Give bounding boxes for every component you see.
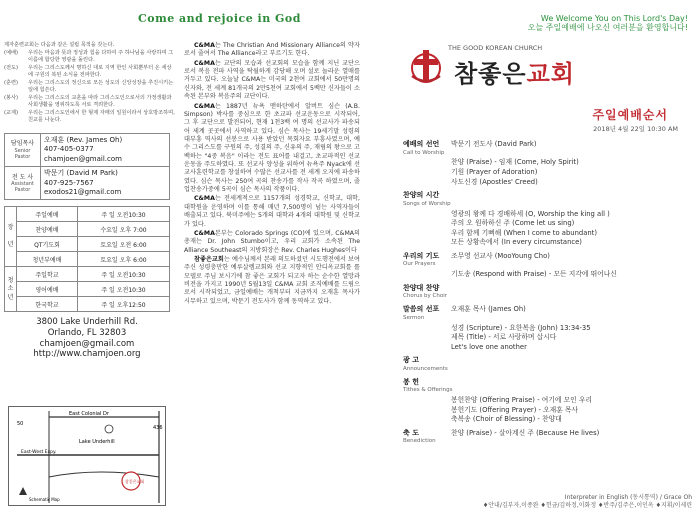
order-item: 기원 (Prayer of Adoration) — [451, 168, 538, 176]
order-item: 찬양 (Praise) - 임재 (Come, Holy Spirit) — [451, 158, 579, 167]
schedule-row — [5, 207, 170, 222]
order-heading: 광 고 — [403, 356, 419, 365]
paragraph-text: 는 교단의 모습과 선교회의 모습을 함께 지닌 교단으로서 복음 전파 사역을 탁월하게 감당해 오며 설로 놀라운 열매를 거두고 있다. 오늘날 C&MA는 미국의 2천여 교회에서 50만명의 신자와, 전 세계 81개국의 2만5천여 교회에서 5백만 신자들이 소속된 본부와 복음주의 교단이다. — [184, 59, 360, 101]
order-section — [403, 356, 693, 373]
location-map — [8, 406, 166, 506]
schedule-name: 주일학교 — [17, 267, 78, 282]
order-section — [403, 378, 693, 425]
church-name-en: THE GOOD KOREAN CHURCH — [448, 44, 543, 52]
order-heading-row — [403, 140, 693, 150]
paragraph-lead: C&MA — [194, 42, 215, 49]
footer-interpreter: Interpreter in English (동시통역) / Grace Oh — [564, 494, 692, 501]
schedule-table — [4, 206, 170, 312]
order-item: 봉헌찬양 (Offering Praise) - 여기에 모인 우리 — [451, 396, 593, 405]
church-name-ko — [454, 54, 575, 89]
service-date: 2018년 4월 22일 10:30 AM — [593, 125, 678, 133]
map-label-eastwest: East-West Expy. — [21, 450, 57, 455]
schedule-time: 주 일 오전10:30 — [77, 267, 169, 282]
schedule-name: 영어예배 — [17, 282, 78, 297]
schedule-name: 찬양예배 — [17, 222, 78, 237]
body-paragraph — [184, 60, 360, 102]
order-subheading: Benediction — [403, 438, 436, 445]
order-heading: 찬양대 찬양 — [403, 283, 440, 292]
north-arrow-icon — [19, 487, 27, 495]
slogan: Come and rejoice in God — [138, 12, 301, 25]
order-heading: 축 도 — [403, 428, 419, 437]
footer — [483, 494, 692, 511]
order-section — [403, 191, 693, 248]
order-heading-row — [403, 356, 693, 366]
belief-tag: (봉사) — [4, 94, 19, 101]
address-email[interactable]: chamjoen@gmail.com — [39, 338, 135, 349]
map-label-underhill: Lake Underhill — [79, 439, 115, 445]
order-heading-row — [403, 191, 693, 201]
belief-tag: (전도) — [4, 64, 19, 71]
schedule-row — [5, 252, 170, 267]
church-name-ko-red: 교회 — [526, 60, 575, 88]
address-city: Orlando, FL 32803 — [47, 328, 127, 339]
map-lake — [105, 425, 113, 433]
welcome-message — [528, 14, 688, 32]
role-ko: 담임목사 — [10, 140, 35, 148]
map-schematic: Schematic Map — [29, 497, 60, 502]
paragraph-text: 는 전세계적으로 1157개의 성경학교, 신학교, 대학, 대학원을 운영하며 이를 통해 매년 7,500명이 넘는 사역자들이 배출되고 있다. 북미주에는 5개의 대학과 4개의 대학원 및 신학교가 있다. — [184, 195, 360, 228]
left-column — [4, 42, 176, 360]
order-heading: 말씀의 선포 — [403, 305, 440, 314]
paragraph-lead: C&MA — [194, 195, 215, 203]
belief-text: 제자훈련교회는 다음과 같은 설립 목적을 갖는다. — [4, 42, 115, 48]
pastor-name: 오재훈 (Rev. James Oh) — [44, 135, 123, 144]
order-item: 주의 오 원하하신 주 (Come let us sing) — [451, 219, 575, 228]
belief-list — [4, 42, 176, 125]
body-paragraph — [184, 42, 360, 59]
footer-volunteers: ♦안내/김부자,이종완 ♦헌금/김하정,이화정 ♦반주/김주은,이인옥 ♦지휘/이세린 — [482, 502, 692, 510]
role-en: Assistant Pastor — [11, 180, 34, 193]
order-subheading: Tithes & Offerings — [403, 387, 453, 394]
belief-item — [4, 42, 176, 50]
belief-tag: (예배) — [4, 49, 19, 56]
belief-item — [4, 110, 176, 125]
order-heading-row — [403, 284, 693, 294]
order-section — [403, 429, 693, 446]
church-cross-icon — [406, 46, 446, 86]
address-street: 3800 Lake Underhill Rd. — [36, 317, 138, 328]
pastor-name: 박문기 (David M Park) — [44, 169, 118, 178]
map-road-436: 436 — [153, 425, 163, 431]
welcome-ko: 오늘 주일예배에 나오신 여러분을 환영합니다! — [527, 23, 688, 33]
schedule-group: 청 소 년 — [5, 267, 17, 312]
paragraph-text: 는 The Christian And Missionary Alliance의 약자로서 줄여서 The Alliance라고 부르기도 한다. — [184, 42, 360, 58]
order-item: 축복송 (Choir of Blessing) - 찬양대 — [451, 415, 562, 424]
order-leader: 조무영 선교사 (MooYoung Cho) — [451, 251, 550, 260]
pastor-row — [5, 167, 170, 200]
paragraph-text: 본부는 Colorado Springs (CO)에 있으며, C&MA의 총재는 Dr. John Stumbo이고, 우리 교회가 소속된 The Alliance Southeast의 지방회장은 Rev. Charles Hughes이다 — [184, 229, 360, 254]
schedule-time: 주 일 오전10:30 — [77, 282, 169, 297]
belief-item — [4, 80, 176, 95]
order-leader: 찬양 (Praise) - 살아계신 주 (Because He lives) — [451, 428, 600, 437]
paragraph-lead: C&MA — [194, 59, 215, 67]
schedule-group: 장 년 — [5, 207, 17, 267]
order-subheading: Songs of Worship — [403, 200, 451, 207]
schedule-time: 수요일 오후 7:00 — [77, 222, 169, 237]
order-item: Let's love one another — [451, 342, 527, 351]
order-item: 우리 함께 기뻐해 (When I come to abundant) — [451, 228, 597, 237]
role-ko: 전 도 사 — [11, 173, 34, 181]
middle-column — [184, 42, 360, 307]
belief-text: 우리는 그리스도께서 명하신 대로 지역 한인 사회뿐부터 온 세상에 구원의 복된 소식을 전파한다. — [28, 64, 172, 79]
schedule-time: 토요일 오후 6:00 — [77, 252, 169, 267]
order-item: 봉헌기도 (Offering Prayer) - 오재훈 목사 — [451, 405, 579, 414]
belief-tag: (교제) — [4, 109, 19, 116]
belief-text: 우리는 그리스도의 정신으로 모든 성도의 신앙성장을 추진시키는 일에 힘쓴다. — [28, 79, 174, 94]
schedule-name: QT기도회 — [17, 237, 78, 252]
schedule-name: 주일예배 — [17, 207, 78, 222]
order-item: 모든 상황속에서 (In every circumstance) — [451, 238, 582, 247]
order-section — [403, 284, 693, 301]
schedule-row — [5, 297, 170, 312]
order-heading-row — [403, 378, 693, 388]
order-leader: 오재훈 목사 (James Oh) — [451, 305, 526, 314]
schedule-time: 주 일 오후12:50 — [77, 297, 169, 312]
pastor-info — [41, 133, 170, 166]
order-item: 제목 (Title) - 서로 사랑하며 삽시다 — [451, 333, 557, 342]
schedule-name: 한국학교 — [17, 297, 78, 312]
pastor-role — [5, 133, 41, 166]
schedule-row — [5, 222, 170, 237]
address-web[interactable]: http://www.chamjoen.org — [33, 349, 141, 360]
order-subheading: Announcements — [403, 365, 448, 372]
order-heading-row — [403, 429, 693, 439]
belief-text: 우리는 마음과 뜻과 정성과 힘을 다하여 주 하나님을 사랑하며 그 이름에 합당한 영광을 돌린다. — [28, 49, 174, 64]
order-section — [403, 305, 693, 352]
paragraph-lead: C&MA — [194, 102, 215, 110]
belief-text: 우리는 그리스도인에서 한 형제 자매의 일원이라서 상호방조하며, 친교를 나눈다. — [28, 109, 175, 124]
welcome-en: We Welcome You on This Lord's Day! — [540, 14, 688, 23]
paragraph-text: 는 예수님께서 본래 의도하셨던 시도행전에서 보여주신 성령충만한 예루살렘교회와 선교 지향적인 안디옥교회를 롤 모델로 주님 보시기에 참 좋은 교회가 되고자 하는 순수한 열망과 비전을 가지고 1990년 5월13일 C&MA 교회 조직예배를 드림으로서 시작되었고, 금일예배는 개척부터 지금까지 오재훈 목사가 시무하고 있으며, 박문기 전도사가 함께 동역하고 있다. — [184, 255, 360, 305]
schedule-name: 청년부예배 — [17, 252, 78, 267]
map-label-colonial: East Colonial Dr — [69, 411, 109, 417]
order-heading: 우리의 기도 — [403, 251, 440, 260]
order-of-service — [403, 140, 693, 450]
pastor-phone[interactable]: 407-405-0377 — [44, 145, 94, 154]
schedule-row — [5, 282, 170, 297]
paragraph-text: 는 1887년 뉴욕 맨하탄에서 알버트 심슨 (A.B. Simpson) 박사를 중심으로 한 초교파 선교운동으로 시작되어, 그 후 교단으로 발전되어, 현재 1천3백 여 명의 선교사가 파송되어 세계 곳곳에서 사역하고 있다. 심슨 목사는 19세기말 성령의 대부흥 역사의 선봉으로 사용 받았던 목회자요 부흥사였으며, 예수 그리스도를 구원의 주, 성결의 주, 신유의 주, 재림의 왕으로 고백하는 "4중 복음" 이라는 전도 표어를 내걸고, 초교파적인 선교운동을 주도하였다. 또 선교사 양성을 위하여 뉴욕주 Nyack에 선교사훈련학교를 창설하여 수많은 선교사를 전 세계 오지에 파송하였다. 심슨 목사는 250여 곡의 찬송가를 작사 작곡 하였으며, 졸업찬송가중에 5곡이 심슨 목사의 작품이다. — [184, 102, 360, 194]
map-church-label: 참좋은교회 — [125, 479, 145, 484]
order-heading-row — [403, 252, 693, 262]
order-heading: 봉 헌 — [403, 377, 419, 386]
role-en: Senior Pastor — [14, 147, 31, 160]
belief-item — [4, 95, 176, 110]
pastor-email[interactable]: chamjoen@gmail.com — [44, 154, 122, 163]
order-item: 영광의 왕께 다 경배하세 (O, Worship the king all ) — [451, 209, 610, 218]
order-heading: 예배의 선언 — [403, 140, 440, 148]
order-heading: 찬양의 시간 — [403, 191, 440, 200]
map-svg — [9, 407, 167, 507]
address-block — [4, 317, 170, 360]
order-heading-row — [403, 305, 693, 315]
order-section — [403, 252, 693, 280]
schedule-row — [5, 237, 170, 252]
order-item: 기도송 (Respond with Praise) - 모든 지각에 뛰어나신 — [451, 270, 617, 279]
order-subheading: Chorus by Choir — [403, 293, 448, 300]
order-section — [403, 140, 693, 187]
pastor-info — [41, 167, 170, 200]
body-paragraph — [184, 195, 360, 228]
schedule-time: 토요일 오전 6:00 — [77, 237, 169, 252]
order-subheading: Call to Worship — [403, 149, 445, 156]
map-road-50: 50 — [17, 421, 24, 427]
church-name-ko-black: 참좋은 — [454, 60, 527, 88]
body-paragraph — [184, 256, 360, 306]
order-item: 사도신경 (Apostles' Creed) — [451, 177, 538, 186]
pastor-role — [5, 167, 41, 200]
order-leader: 박문기 전도사 (David Park) — [451, 140, 537, 148]
pastor-email[interactable]: exodos21@gmail.com — [44, 188, 122, 197]
order-subheading: Sermon — [403, 314, 425, 321]
church-logo — [406, 40, 596, 96]
body-paragraph — [184, 230, 360, 255]
order-item: 성경 (Scripture) - 요한복음 (John) 13:34-35 — [451, 323, 591, 332]
pastor-phone[interactable]: 407-925-7567 — [44, 178, 94, 187]
belief-item — [4, 65, 176, 80]
schedule-time: 주 일 오전10:30 — [77, 207, 169, 222]
pastor-table — [4, 133, 170, 201]
paragraph-lead: 참좋은교회 — [194, 255, 224, 263]
schedule-row — [5, 267, 170, 282]
belief-item — [4, 50, 176, 65]
pastor-row — [5, 133, 170, 166]
belief-tag: (훈련) — [4, 79, 19, 86]
order-subheading: Our Prayers — [403, 261, 436, 268]
body-paragraph — [184, 103, 360, 195]
service-title: 주일예배순서 — [592, 108, 668, 122]
paragraph-lead: C&MA — [194, 229, 215, 237]
belief-text: 우리는 그리스도의 교훈을 따라 그리스도인으로서의 가정생활과 사회생활을 영위하도록 서로 격려한다. — [28, 94, 172, 109]
